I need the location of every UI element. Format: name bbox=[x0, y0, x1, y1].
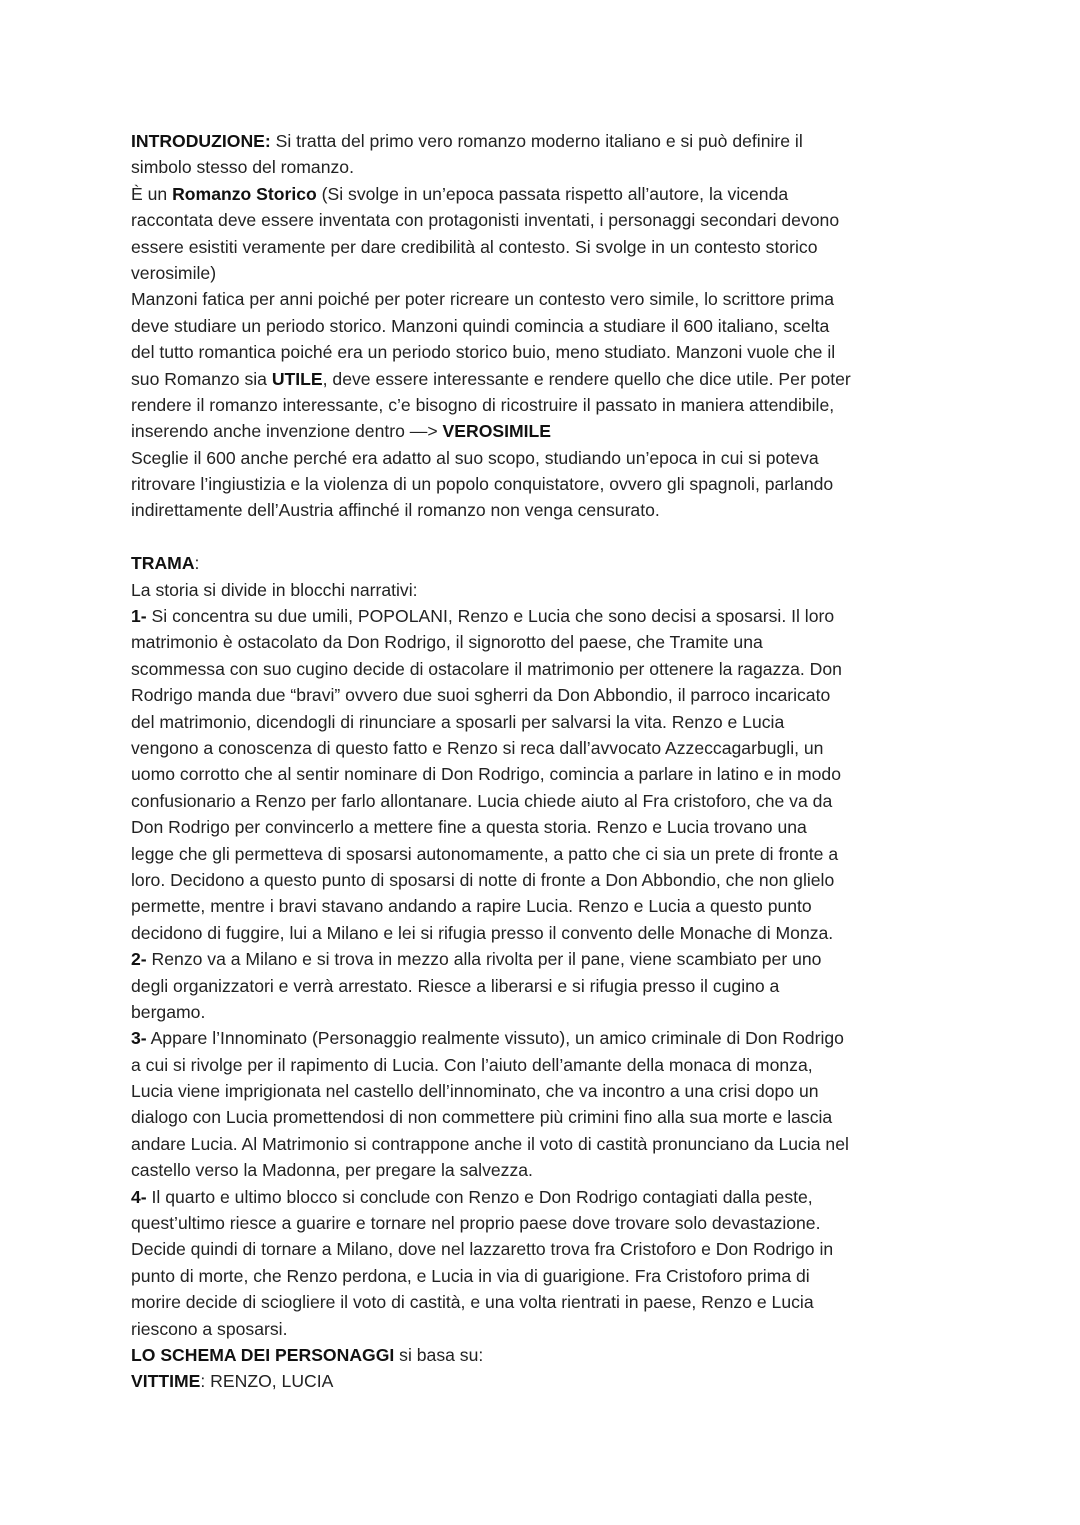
trama-line: uomo corrotto che al sentir nominare di Don Rodrigo, comincia a parlare in latino e in modo bbox=[131, 764, 841, 785]
trama-line: permette, mentre i bravi stavano andando a rapire Lucia. Renzo e Lucia a questo punto bbox=[131, 896, 812, 917]
intro-line: essere esistiti veramente per dare credibilità al contesto. Si svolge in un contesto storico bbox=[131, 236, 818, 257]
block-number: 1- bbox=[131, 606, 147, 627]
utile-term: UTILE bbox=[271, 368, 323, 389]
trama-line: punto di morte, che Renzo perdona, e Lucia in via di guarigione. Fra Cristoforo prima di bbox=[131, 1265, 810, 1286]
verosimile-term: VEROSIMILE bbox=[442, 421, 552, 442]
intro-line: rendere il romanzo interessante, c’e bisogno di ricostruire il passato in maniera attendibile, bbox=[131, 394, 835, 415]
intro-line: verosimile) bbox=[131, 262, 217, 283]
vittime-label: VITTIME bbox=[131, 1371, 201, 1392]
trama-line: 3- Appare l’Innominato (Personaggio realmente vissuto), un amico criminale di Don Rodrigo bbox=[131, 1028, 844, 1049]
intro-line: simbolo stesso del romanzo. bbox=[131, 157, 354, 178]
intro-line: È un Romanzo Storico (Si svolge in un’epoca passata rispetto all’autore, la vicenda bbox=[131, 183, 789, 204]
trama-line: 2- Renzo va a Milano e si trova in mezzo alla rivolta per il pane, viene scambiato per uno bbox=[131, 949, 822, 970]
intro-line: inserendo anche invenzione dentro —> VEROSIMILE bbox=[131, 421, 552, 442]
trama-line: decidono di fuggire, lui a Milano e lei si rifugia presso il convento delle Monache di Monza. bbox=[131, 922, 834, 943]
trama-line: quest’ultimo riesce a guarire e tornare nel proprio paese dove trovare solo devastazione. bbox=[131, 1213, 821, 1234]
intro-line: INTRODUZIONE: Si tratta del primo vero romanzo moderno italiano e si può definire il bbox=[131, 131, 803, 151]
trama-line: andare Lucia. Al Matrimonio si contrappone anche il voto di castità pronunciano da Lucia nel bbox=[131, 1133, 849, 1154]
trama-line: Don Rodrigo per convincerlo a mettere fine a questa storia. Renzo e Lucia trovano una bbox=[131, 817, 807, 838]
intro-line: suo Romanzo sia UTILE, deve essere interessante e rendere quello che dice utile. Per poter bbox=[131, 368, 851, 389]
intro-line: deve studiare un periodo storico. Manzoni quindi comincia a studiare il 600 italiano, scelta bbox=[131, 315, 830, 336]
trama-line: loro. Decidono a questo punto di sposarsi di notte di fronte a Don Abbondio, che non glielo bbox=[131, 869, 835, 890]
intro-heading: INTRODUZIONE: bbox=[131, 131, 271, 151]
trama-heading: TRAMA bbox=[131, 553, 195, 574]
trama-line: matrimonio è ostacolato da Don Rodrigo, il signorotto del paese, che Tramite una bbox=[131, 632, 763, 653]
intro-line: raccontata deve essere inventata con protagonisti inventati, i personaggi secondari devono bbox=[131, 210, 840, 231]
romanzo-storico-term: Romanzo Storico bbox=[172, 183, 317, 204]
intro-line: Manzoni fatica per anni poiché per poter ricreare un contesto vero simile, lo scrittore prima bbox=[131, 289, 835, 310]
trama-line: vengono a conoscenza di questo fatto e Renzo si reca dall’avvocato Azzeccagarbugli, un bbox=[131, 737, 824, 758]
trama-line: confusionario a Renzo per farlo allontanare. Lucia chiede aiuto al Fra cristoforo, che va da bbox=[131, 790, 833, 811]
trama-line: bergamo. bbox=[131, 1001, 206, 1022]
trama-line: scommessa con suo cugino decide di ostacolare il matrimonio per ottenere la ragazza. Don bbox=[131, 658, 842, 679]
trama-line: Rodrigo manda due “bravi” ovvero due suoi sgherri da Don Abbondio, il parroco incaricato bbox=[131, 685, 831, 706]
trama-line: La storia si divide in blocchi narrativi: bbox=[131, 579, 418, 600]
paragraph-gap bbox=[131, 524, 961, 550]
trama-line: legge che gli permetteva di sposarsi autonomamente, a patto che ci sia un prete di fronte a bbox=[131, 843, 839, 864]
trama-line: degli organizzatori e verrà arrestato. Riesce a liberarsi e si rifugia presso il cugino a bbox=[131, 975, 780, 996]
intro-line: ritrovare l’ingiustizia e la violenza di un popolo conquistatore, ovvero gli spagnoli, parlando bbox=[131, 474, 834, 495]
trama-line: castello verso la Madonna, per pregare la salvezza. bbox=[131, 1160, 533, 1181]
trama-line: 4- Il quarto e ultimo blocco si conclude con Renzo e Don Rodrigo contagiati dalla peste, bbox=[131, 1186, 813, 1207]
trama-line: morire decide di sciogliere il voto di castità, e una volta rientrati in paese, Renzo e Lucia bbox=[131, 1292, 814, 1313]
trama-line: 1- Si concentra su due umili, POPOLANI, Renzo e Lucia che sono decisi a sposarsi. Il loro bbox=[131, 606, 835, 627]
intro-line: indirettamente dell’Austria affinché il romanzo non venga censurato. bbox=[131, 500, 660, 521]
trama-line: del matrimonio, dicendogli di rinunciare a sposarli per salvarsi la vita. Renzo e Lucia bbox=[131, 711, 785, 732]
schema-line: LO SCHEMA DEI PERSONAGGI si basa su: bbox=[131, 1344, 484, 1365]
trama-line: dialogo con Lucia promettendosi di non commettere più crimini fino alla sua morte e lascia bbox=[131, 1107, 833, 1128]
document-body bbox=[131, 128, 961, 1395]
block-number: 3- bbox=[131, 1028, 147, 1049]
trama-heading-line: TRAMA: bbox=[131, 553, 200, 574]
block-number: 2- bbox=[131, 949, 147, 970]
schema-heading: LO SCHEMA DEI PERSONAGGI bbox=[131, 1344, 395, 1365]
trama-line: Decide quindi di tornare a Milano, dove nel lazzaretto trova fra Cristoforo e Don Rodrigo in bbox=[131, 1239, 834, 1260]
trama-line: a cui si rivolge per il rapimento di Lucia. Con l’aiuto dell’amante della monaca di monza, bbox=[131, 1054, 813, 1075]
vittime-line: VITTIME: RENZO, LUCIA bbox=[131, 1371, 334, 1392]
trama-line: riescono a sposarsi. bbox=[131, 1318, 288, 1339]
intro-line: del tutto romantica poiché era un periodo storico buio, meno studiato. Manzoni vuole che il bbox=[131, 342, 836, 363]
intro-line: Sceglie il 600 anche perché era adatto al suo scopo, studiando un’epoca in cui si poteva bbox=[131, 447, 819, 468]
trama-line: Lucia viene imprigionata nel castello dell’innominato, che va incontro a una crisi dopo un bbox=[131, 1081, 819, 1102]
block-number: 4- bbox=[131, 1186, 147, 1207]
